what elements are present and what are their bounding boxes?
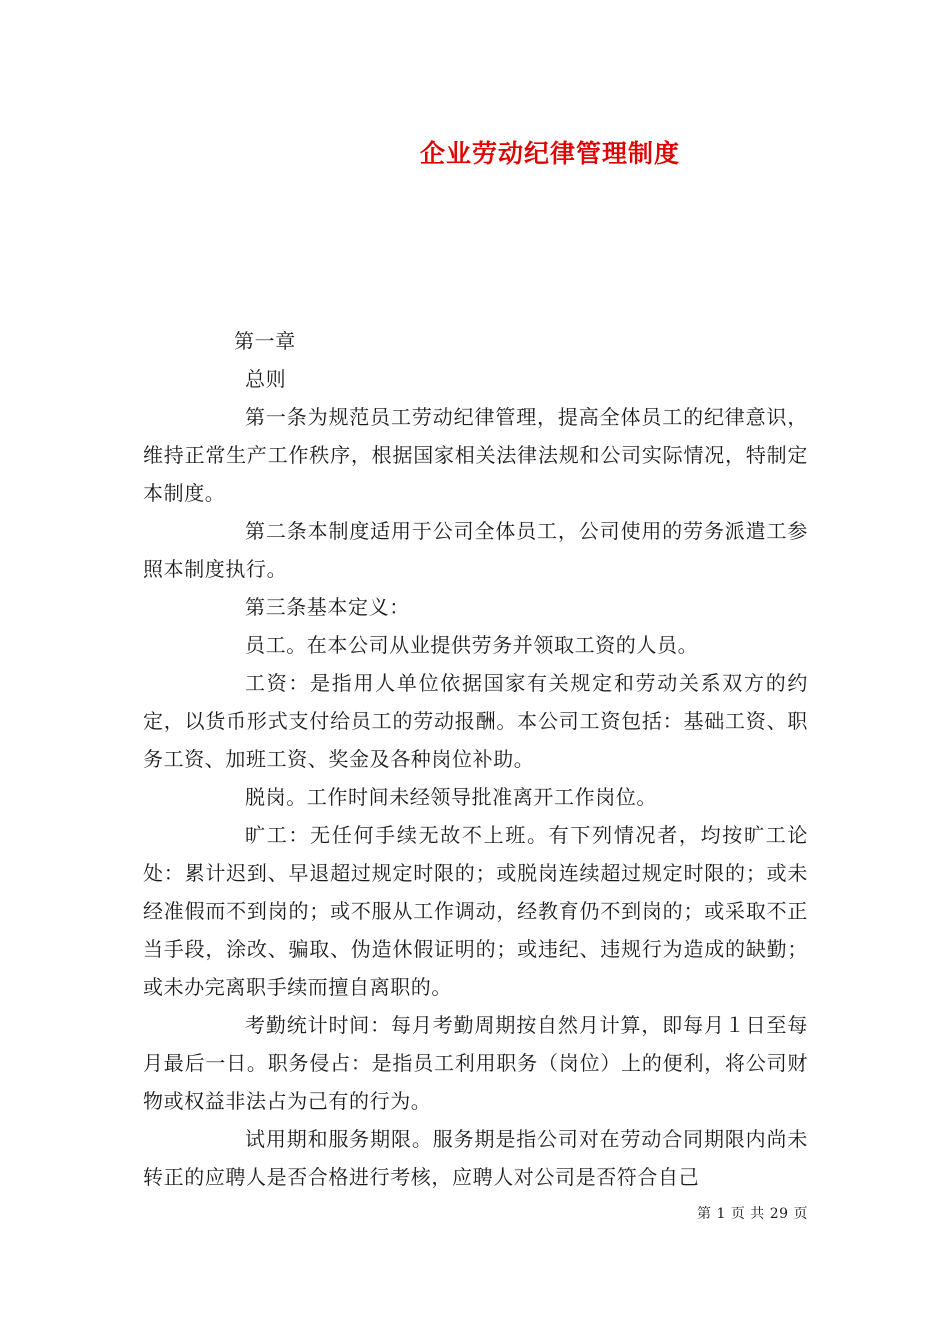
document-title: 企业劳动纪律管理制度: [419, 139, 680, 168]
paragraph-article-1: 第一条为规范员工劳动纪律管理，提高全体员工的纪律意识，维持正常生产工作秩序，根据国家相关法律法规和公司实际情况，特制定本制度。: [143, 405, 808, 505]
paragraph-definition-employee: 员工。在本公司从业提供劳务并领取工资的人员。: [245, 633, 699, 657]
document-body: [143, 322, 808, 1196]
paragraph-definition-attendance: 考勤统计时间：每月考勤周期按自然月计算，即每月１日至每月最后一日。职务侵占：是指员工利用职务（岗位）上的便利，将公司财物或权益非法占为己有的行为。: [143, 1013, 808, 1113]
paragraph-definition-leaving-post: 脱岗。工作时间未经领导批准离开工作岗位。: [245, 785, 657, 809]
paragraph-article-2: 第二条本制度适用于公司全体员工，公司使用的劳务派遣工参照本制度执行。: [143, 519, 808, 581]
page-number-footer: 第 1 页 共 29 页: [697, 1206, 808, 1222]
section-heading: 总则: [245, 367, 287, 391]
paragraph-definition-wage: 工资：是指用人单位依据国家有关规定和劳动关系双方的约定，以货币形式支付给员工的劳动报酬。本公司工资包括：基础工资、职务工资、加班工资、奖金及各种岗位补助。: [143, 671, 808, 771]
paragraph-definition-absenteeism: 旷工：无任何手续无故不上班。有下列情况者，均按旷工论处：累计迟到、早退超过规定时限的；或脱岗连续超过规定时限的；或未经准假而不到岗的；或不服从工作调动，经教育仍不到岗的；或采取不正当手段，涂改、骗取、伪造休假证明的；或违纪、违规行为造成的缺勤；或未办完离职手续而擅自离职的。: [143, 823, 808, 999]
paragraph-article-3: 第三条基本定义：: [245, 595, 410, 619]
chapter-heading: 第一章: [234, 329, 296, 353]
paragraph-definition-probation: 试用期和服务期限。服务期是指公司对在劳动合同期限内尚未转正的应聘人是否合格进行考核，应聘人对公司是否符合自己: [143, 1127, 808, 1189]
